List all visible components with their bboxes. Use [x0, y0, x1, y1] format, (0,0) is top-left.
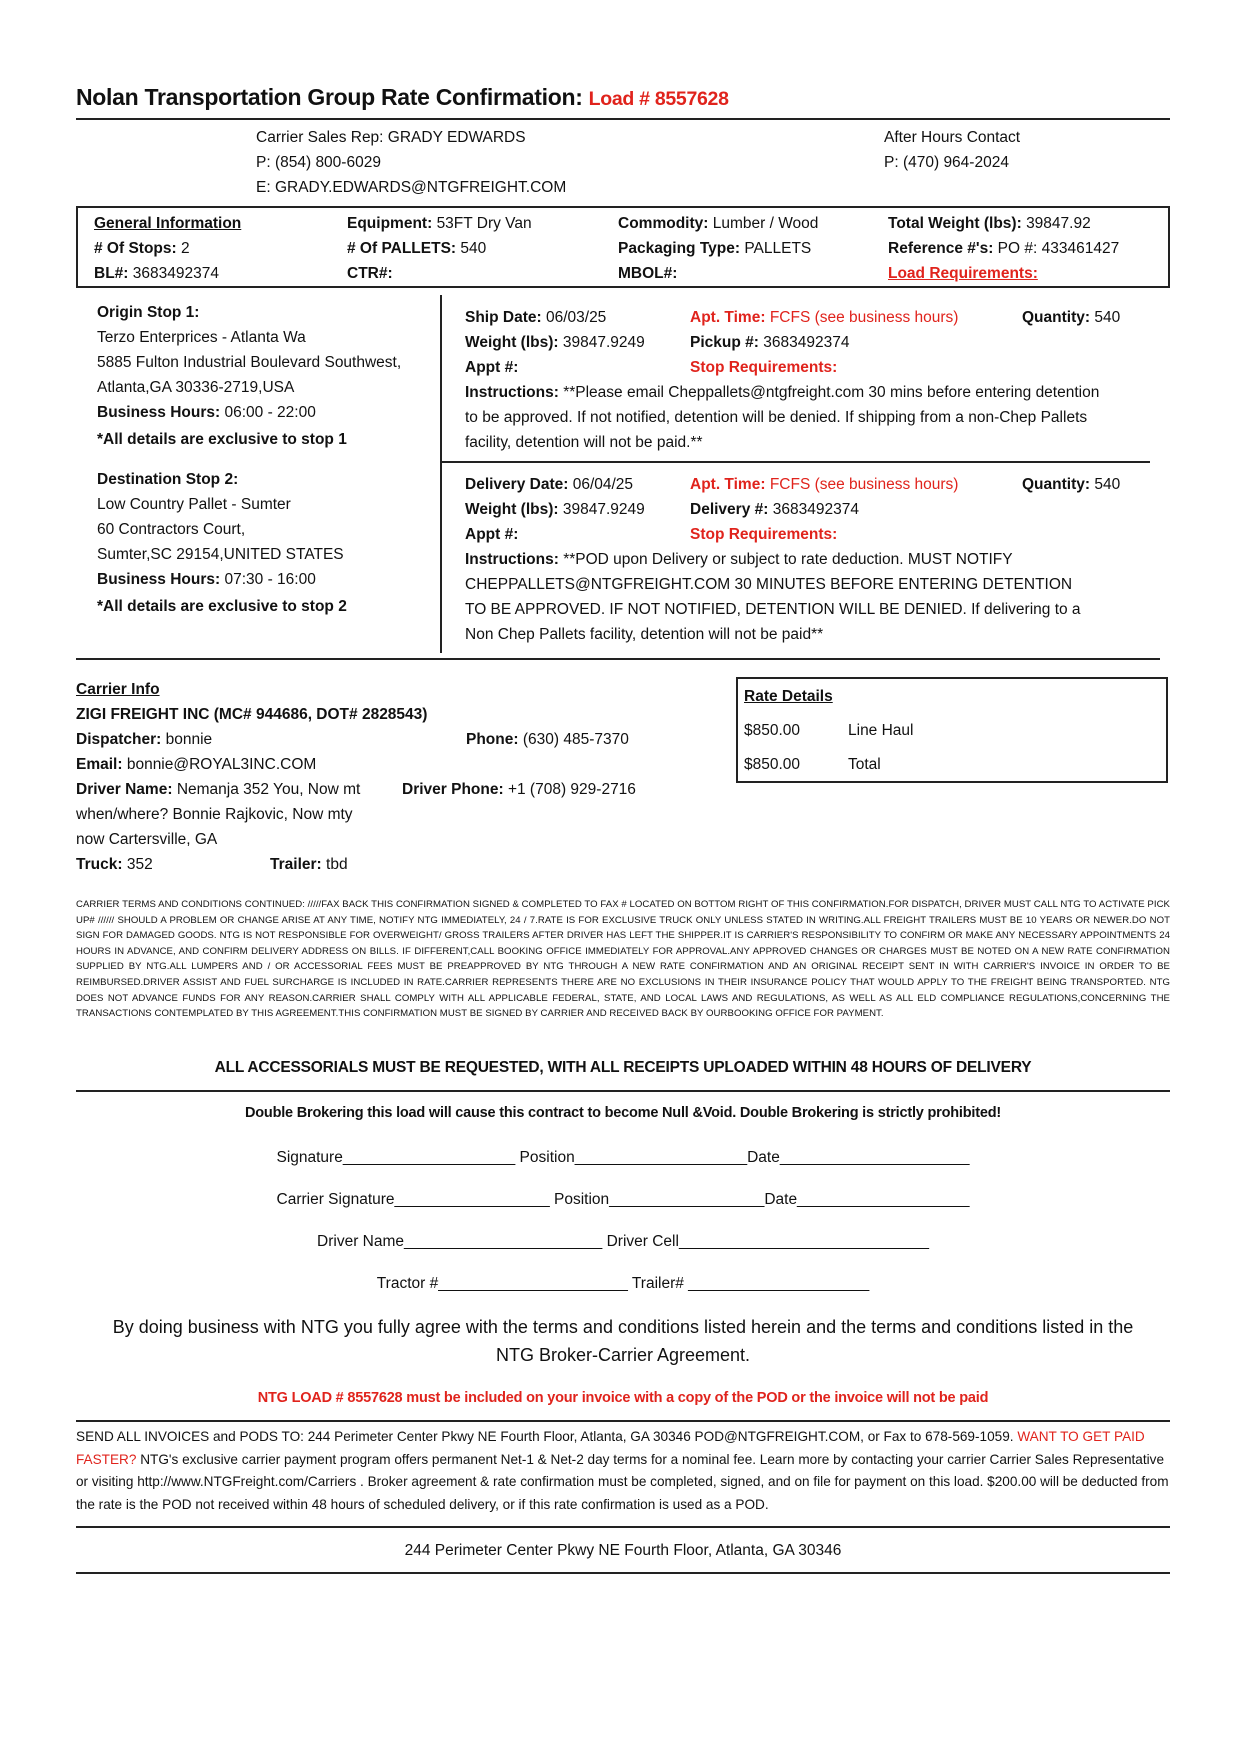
destination-hours: Business Hours: 07:30 - 16:00 — [97, 571, 316, 588]
carrier-driver-phone: Driver Phone: +1 (708) 929-2716 — [402, 781, 636, 798]
rate-row: $850.00 — [744, 722, 801, 739]
destination-exclusive: *All details are exclusive to stop 2 — [97, 598, 347, 615]
after-hours-title: After Hours Contact — [884, 129, 1021, 146]
accessorials-notice: ALL ACCESSORIALS MUST BE REQUESTED, WITH ALL RECEIPTS UPLOADED WITHIN 48 HOURS OF DELIVERY — [214, 1059, 1032, 1076]
carrier-trailer: Trailer: tbd — [270, 856, 348, 873]
after-hours-phone: P: (470) 964-2024 — [884, 154, 1009, 171]
destination-instructions-2: CHEPPALLETS@NTGFREIGHT.COM 30 MINUTES BEFORE ENTERING DETENTION — [465, 576, 1073, 593]
origin-name: Terzo Enterprices - Atlanta Wa — [97, 329, 306, 346]
destination-delivery-date: Delivery Date: 06/04/25 — [465, 476, 634, 493]
origin-address-1: 5885 Fulton Industrial Boulevard Southwest, — [97, 354, 402, 371]
destination-instructions-3: TO BE APPROVED. IF NOT NOTIFIED, DETENTION WILL BE DENIED. If delivering to a — [465, 601, 1081, 618]
origin-stop — [97, 300, 401, 452]
carrier-name: ZIGI FREIGHT INC (MC# 944686, DOT# 2828543) — [76, 706, 428, 723]
send-invoices-text: SEND ALL INVOICES and PODS TO: 244 Perimeter Center Pkwy NE Fourth Floor, Atlanta, GA 30346 POD@NTGFREIGHT.COM, or Fax to 678-569-1059. WANT TO GET PAID FASTER? NTG's exclusive carrier payment program offers permanent Net-1 & Net-2 day terms for a nominal fee. Learn more by contacting your carrier Carrier Sales Representative or visiting http://www.NTGFreight.com/Carriers . Broker agreement & rate confirmation must be completed, signed, and on file for payment on this load. $200.00 will be deducted from the rate is the POD not received within 48 hours of scheduled delivery, or if this rate confirmation is used as a POD. — [76, 1429, 1169, 1512]
origin-address-2: Atlanta,GA 30336-2719,USA — [97, 379, 295, 396]
rate-row: $850.00 — [744, 756, 801, 773]
origin-hours: Business Hours: 06:00 - 22:00 — [97, 404, 316, 421]
stops-divider-horizontal — [440, 461, 1150, 463]
destination-address-2: Sumter,SC 29154,UNITED STATES — [97, 546, 344, 563]
destination-delivery-number: Delivery #: 3683492374 — [690, 501, 859, 518]
rate-row-desc: Total — [848, 756, 881, 773]
stops-divider-vertical — [440, 295, 442, 653]
total-weight: Total Weight (lbs): 39847.92 — [888, 215, 1091, 232]
packaging-type: Packaging Type: PALLETS — [618, 240, 812, 257]
destination-instructions-1: Instructions: **POD upon Delivery or subject to rate deduction. MUST NOTIFY — [465, 551, 1013, 568]
terms-and-conditions: CARRIER TERMS AND CONDITIONS CONTINUED: /////FAX BACK THIS CONFIRMATION SIGNED & COMPLETED TO FAX # LOCATED ON BOTTOM RIGHT OF THIS CONFIRMATION.FOR DISPATCH, DRIVER MUST CALL NTG TO ACTIVATE PICK UP# ////// SHOULD A PROBLEM OR CHANGE ARISE AT ANY TIME, NOTIFY NTG IMMEDIATELY, 24 / 7.RATE IS FOR EXCLUSIVE TRUCK ONLY UNLESS STATED IN WRITING.ALL FREIGHT TRAILERS MUST BE 10 YEARS OR NEWER.DO NOT SIGN FOR DAMAGED GOODS. NTG IS NOT RESPONSIBLE FOR OVERWEIGHT/ GROSS TRAILERS AFTER DRIVER HAS LEFT THE SHIPPER.IT IS CARRIER'S RESPONSIBILITY TO CONFIRM OR MAKE ANY NECESSARY APPOINTMENTS 24 HOURS IN ADVANCE, AND CONFIRM DELIVERY ADDRESS ON BILLS. IF DIFFERENT,CALL BOOKING OFFICE IMMEDIATELY FOR APPROVAL.ANY APPROVED CHANGES OR CHARGES MUST BE NOTED ON A NEW RATE CONFIRMATION SUPPLIED BY NTG.ALL LUMPERS AND / OR ACCESSORIAL FEES MUST BE PREAPPROVED BY NTG THROUGH A NEW RATE CONFIRMATION AND AN ORIGINAL RECEIPT SENT IN WITH CARRIER'S INVOICE IN ORDER TO BE REIMBURSED.DRIVER ASSIST AND FUEL SURCHARGE IS INCLUDED IN RATE.CARRIER REPRESENTS THERE ARE NO EXCLUSIONS IN THEIR INSURANCE POLICY THAT WOULD APPLY TO THE FREIGHT BEING TRANSPORTED. NTG DOES NOT ADVANCE FUNDS FOR ANY REASON.CARRIER SHALL COMPLY WITH ALL APPLICABLE FEDERAL, STATE, AND LOCAL LAWS AND REGULATIONS, AS WELL AS ALL ELD COMPLIANCE REGULATIONS,CONCERNING THE TRANSACTIONS CONTEMPLATED BY THIS AGREEMENT.THIS CONFIRMATION MUST BE SIGNED BY CARRIER AND RECEIVED BACK BY OURBOOKING OFFICE FOR PAYMENT. — [76, 899, 1170, 1020]
origin-appt-number: Appt #: — [465, 359, 519, 376]
sales-phone: P: (854) 800-6029 — [256, 154, 381, 171]
get-paid-faster: WANT TO GET PAID FASTER? — [76, 1429, 1145, 1467]
carrier-dispatcher: Dispatcher: bonnie — [76, 731, 213, 748]
origin-instructions-3: facility, detention will not be paid.** — [465, 434, 703, 451]
carrier-email: Email: bonnie@ROYAL3INC.COM — [76, 756, 317, 773]
carrier-phone: Phone: (630) 485-7370 — [466, 731, 629, 748]
sales-contact — [256, 125, 566, 200]
destination-stop — [97, 467, 347, 619]
pallets-count: # Of PALLETS: 540 — [347, 240, 487, 257]
equipment: Equipment: 53FT Dry Van — [347, 215, 532, 232]
general-col-3 — [618, 211, 818, 286]
carrier-driver-line-2: when/where? Bonnie Rajkovic, Now mty — [76, 806, 353, 823]
carrier-truck: Truck: 352 — [76, 856, 153, 873]
destination-name: Low Country Pallet - Sumter — [97, 496, 291, 513]
double-brokering-notice: Double Brokering this load will cause this contract to become Null &Void. Double Brokering is strictly prohibited! — [244, 1105, 1001, 1121]
origin-pickup-number: Pickup #: 3683492374 — [690, 334, 850, 351]
general-col-2 — [347, 211, 532, 286]
rate-row-desc: Line Haul — [848, 722, 914, 739]
sales-rep: Carrier Sales Rep: GRADY EDWARDS — [256, 129, 526, 146]
stops-count: # Of Stops: 2 — [94, 240, 190, 257]
mbol-number: MBOL#: — [618, 265, 678, 282]
destination-weight: Weight (lbs): 39847.9249 — [465, 501, 645, 518]
origin-quantity: Quantity: 540 — [1022, 309, 1121, 326]
origin-instructions-2: to be approved. If not notified, detention will be denied. If shipping from a non-Chep Pallets — [465, 409, 1088, 426]
destination-address-1: 60 Contractors Court, — [97, 521, 246, 538]
rate-heading: Rate Details — [744, 688, 833, 705]
title-divider — [76, 118, 1170, 120]
destination-heading: Destination Stop 2: — [97, 471, 239, 488]
carrier-heading: Carrier Info — [76, 681, 160, 698]
page-title — [76, 84, 729, 111]
origin-instructions-1: Instructions: **Please email Cheppallets@ntgfreight.com 30 mins before entering detention — [465, 384, 1100, 401]
origin-apt-time: Apt. Time: FCFS (see business hours) — [690, 309, 959, 326]
destination-instructions-4: Non Chep Pallets facility, detention will not be paid** — [465, 626, 824, 643]
invoice-notice: NTG LOAD # 8557628 must be included on your invoice with a copy of the POD or the invoice will not be paid — [257, 1390, 989, 1406]
load-number: Load # 8557628 — [588, 88, 729, 110]
destination-apt-time: Apt. Time: FCFS (see business hours) — [690, 476, 959, 493]
title-text: Nolan Transportation Group Rate Confirmation: — [76, 84, 583, 110]
general-col-4 — [888, 211, 1119, 286]
footer-rule-bottom — [76, 1572, 1170, 1574]
destination-quantity: Quantity: 540 — [1022, 476, 1121, 493]
signature-line-4[interactable]: Tractor #______________________ Trailer# _____________________ — [376, 1275, 870, 1292]
signature-line-2[interactable]: Carrier Signature__________________ Position__________________Date____________________ — [276, 1191, 970, 1208]
general-heading: General Information — [94, 215, 242, 232]
sales-email: E: GRADY.EDWARDS@NTGFREIGHT.COM — [256, 179, 567, 196]
carrier-driver: Driver Name: Nemanja 352 You, Now mt — [76, 781, 361, 798]
footer-rule-top — [76, 1526, 1170, 1528]
ctr-number: CTR#: — [347, 265, 393, 282]
origin-ship-date: Ship Date: 06/03/25 — [465, 309, 607, 326]
carrier-driver-line-3: now Cartersville, GA — [76, 831, 218, 848]
origin-stop-requirements: Stop Requirements: — [690, 359, 838, 376]
signature-line-3[interactable]: Driver Name_______________________ Driver Cell_____________________________ — [317, 1233, 929, 1250]
commodity: Commodity: Lumber / Wood — [618, 215, 819, 232]
after-hours-contact — [884, 125, 1020, 175]
accessorials-rule — [76, 1090, 1170, 1092]
agreement-text: By doing business with NTG you fully agree with the terms and conditions listed herein and the terms and conditions listed in the NTG Broker-Carrier Agreement. — [112, 1317, 1134, 1365]
origin-weight: Weight (lbs): 39847.9249 — [465, 334, 645, 351]
destination-appt-number: Appt #: — [465, 526, 519, 543]
reference-numbers: Reference #'s: PO #: 433461427 — [888, 240, 1120, 257]
signature-line-1[interactable]: Signature____________________ Position____________________Date______________________ — [276, 1149, 970, 1166]
stops-bottom-rule — [76, 658, 1160, 660]
origin-heading: Origin Stop 1: — [97, 304, 200, 321]
general-col-1 — [94, 211, 241, 286]
destination-stop-requirements: Stop Requirements: — [690, 526, 838, 543]
origin-exclusive: *All details are exclusive to stop 1 — [97, 431, 347, 448]
invoice-rule — [76, 1420, 1170, 1422]
load-requirements: Load Requirements: — [888, 265, 1038, 282]
bl-number: BL#: 3683492374 — [94, 265, 219, 282]
footer-address: 244 Perimeter Center Pkwy NE Fourth Floor, Atlanta, GA 30346 — [404, 1542, 842, 1559]
